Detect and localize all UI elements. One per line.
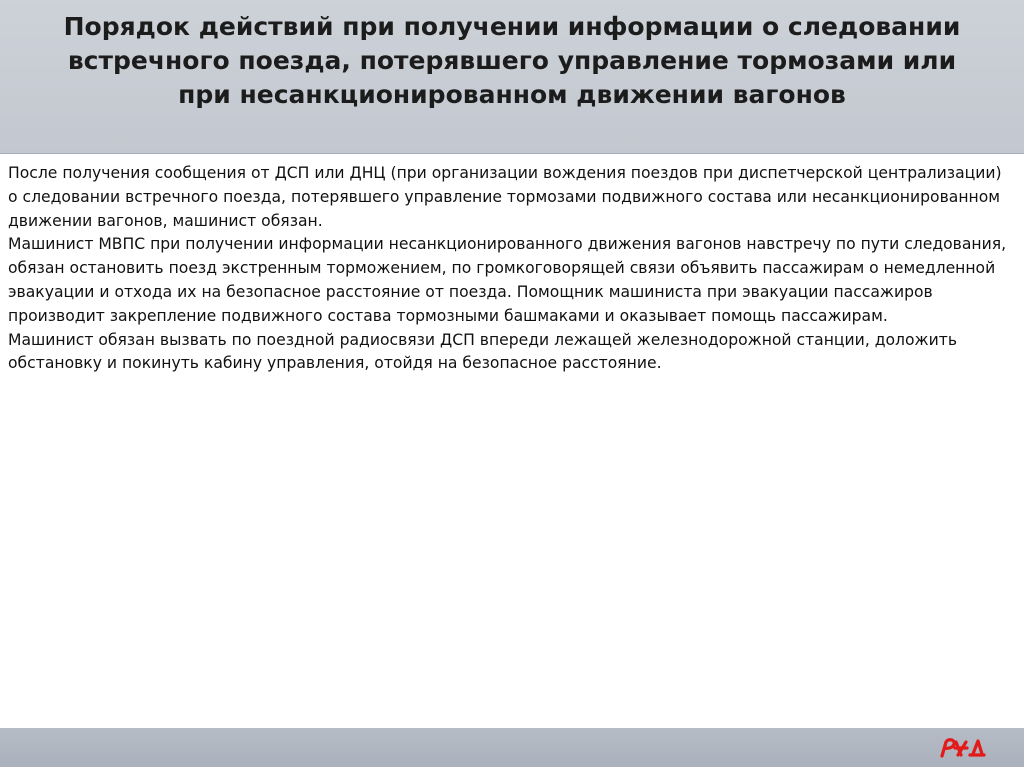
rzd-logo-icon xyxy=(936,736,988,758)
slide-title: Порядок действий при получении информации о следовании встречного поезда, потерявшего управление тормозами или при несанкционированном движении вагонов xyxy=(63,12,961,109)
slide-body xyxy=(8,162,1013,376)
footer-band xyxy=(0,728,1024,767)
title-band xyxy=(0,0,1024,154)
paragraph-2: Машинист МВПС при получении информации несанкционированного движения вагонов навстречу по пути следования, обязан остановить поезд экстренным торможением, по громкоговорящей связи объявить пассажирам о немедленной эвакуации и отхода их на безопасное расстояние от поезда. Помощник машиниста при эвакуации пассажиров производит закрепление подвижного состава тормозными башмаками и оказывает помощь пассажирам. xyxy=(8,235,1007,325)
paragraph-1: После получения сообщения от ДСП или ДНЦ (при организации вождения поездов при диспетчерской централизации) о следовании встречного поезда, потерявшего управление тормозами подвижного состава или несанкционированном движении вагонов, машинист обязан. xyxy=(8,164,1002,230)
paragraph-3: Машинист обязан вызвать по поездной радиосвязи ДСП впереди лежащей железнодорожной станции, доложить обстановку и покинуть кабину управления, отойдя на безопасное расстояние. xyxy=(8,330,958,373)
rzd-logo-graphic xyxy=(936,736,988,758)
